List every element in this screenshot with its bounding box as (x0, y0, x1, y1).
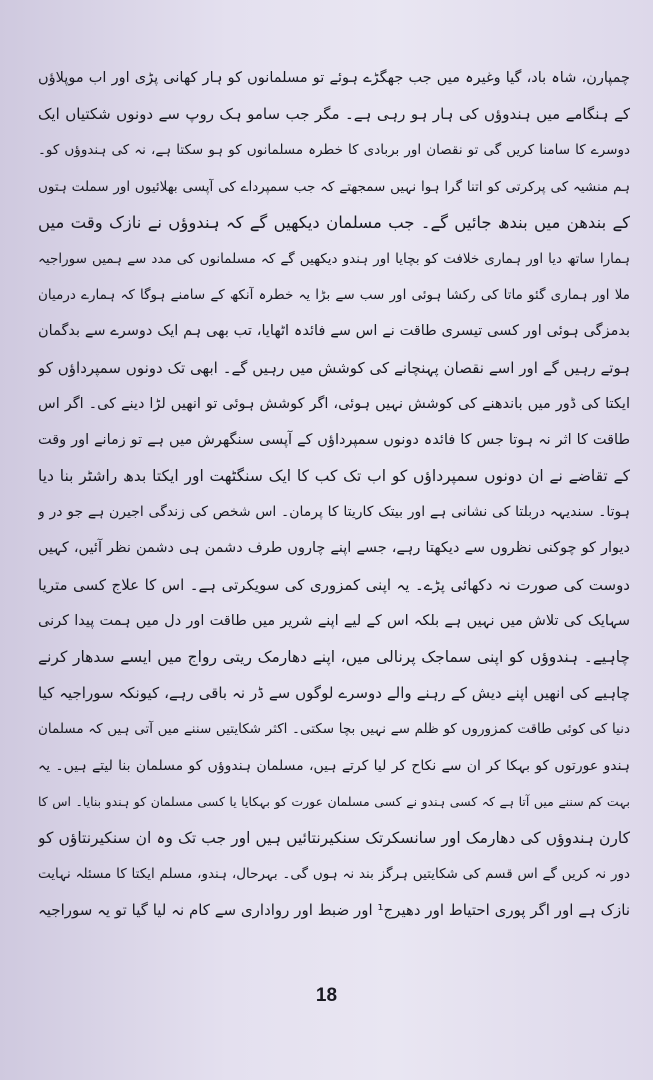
text-line: نازک ہے اور اگر پوری احتیاط اور دھیرج¹ اور ضبط اور رواداری سے کام نہ لیا گیا تو یہ سوراجیہ (38, 901, 630, 920)
text-line: بدمزگی ہوئی اور کسی تیسری طاقت نے اس سے فائدہ اٹھایا، تب بھی ہم ایک دوسرے سے بدگمان (38, 323, 630, 340)
text-line: دوسرے کا سامنا کریں گی تو نقصان اور بربادی کا خطرہ مسلمانوں کو ہو سکتا ہے، نہ کی ہندوؤں کو۔ (38, 142, 630, 159)
text-line: دیوار کو چوکنی نظروں سے دیکھتا رہے، جسے اپنے چاروں طرف دشمن ہی دشمن نظر آئیں، کہیں (38, 540, 630, 557)
text-line: دوست کی صورت نہ دکھائی پڑے۔ یہ اپنی کمزوری کی سویکرتی ہے۔ اس کا علاج کسی متریا (38, 575, 630, 594)
text-line: ہوتا۔ سندیہہ دربلتا کی نشانی ہے اور بیتک کاریتا کا پرمان۔ اس شخص کی زندگی اجیرن ہے جو در و (38, 504, 630, 521)
page-number: 18 (315, 985, 338, 1006)
text-line: کارن ہندوؤں کی دھارمک اور سانسکرتک سنکیرنتائیں ہیں اور جب تک وہ ان سنکیرنتاؤں کو (38, 828, 630, 847)
text-line: ایکتا کی ڈور میں باندھنے کی کوشش نہیں ہوئی، اگر کوشش ہوئی تو انھیں لڑا دینے کی۔ اگر اس (38, 395, 630, 412)
body-text (38, 60, 630, 929)
text-line: ہوتے رہیں گے اور اسے نقصان پہنچانے کی کوشش میں رہیں گے۔ ابھی تک دونوں سمپرداؤں کو (38, 358, 630, 377)
text-line: چمپارن، شاہ باد، گیا وغیرہ میں جب جھگڑے ہوئے تو مسلمانوں کو ہار کھانی پڑی اور اب موپلاؤں (38, 70, 630, 86)
text-line: کے تقاضے نے ان دونوں سمپرداؤں کو اب تک کب کا ایک سنگٹھت اور ایکتا بدھ راشٹر بنا دیا (38, 467, 630, 486)
text-line: کے ہنگامے میں ہندوؤں کی ہار ہو رہی ہے۔ مگر جب سامو ہک روپ سے دونوں شکتیاں ایک (38, 105, 630, 124)
text-line: ملا اور ہماری گئو ماتا کی رکشا ہوئی اور سب سے بڑا یہ خطرہ آنکھ کے سامنے ہوگا کہ ہمارے درمیان (38, 287, 630, 304)
text-line: ہندو عورتوں کو بہکا کر ان سے نکاح کر لیا کرتے ہیں، مسلمان ہندوؤں کو مسلمان بنا لیتے ہیں۔ یہ (38, 757, 630, 774)
text-line: کے بندھن میں بندھ جائیں گے۔ جب مسلمان دیکھیں گے کہ ہندوؤں نے نازک وقت میں (38, 212, 630, 232)
text-line: طاقت کا اثر نہ ہوتا جس کا فائدہ دونوں سمپرداؤں کے آپسی سنگھرش میں ہے تو زمانے اور وقت (38, 431, 630, 448)
text-line: دنیا کی کوئی طاقت کمزوروں کو ظلم سے نہیں بچا سکتی۔ اکثر شکایتیں سننے میں آتی ہیں کہ مسلمان (38, 721, 630, 738)
text-line: ہمارا ساتھ دیا اور ہماری خلافت کو بچایا اور ہندو دیکھیں گے کہ مسلمانوں کی مدد سے ہمیں سوراجیہ (38, 250, 630, 267)
text-line: چاہیے۔ ہندوؤں کو اپنی سماجک پرنالی میں، اپنے دھارمک ریتی رواج میں ایسے سدھار کرنے (38, 648, 630, 666)
text-line: دور نہ کریں گے اس قسم کی شکایتیں ہرگز بند نہ ہوں گی۔ بہرحال، ہندو، مسلم ایکتا کا مسئلہ نہایت (38, 866, 630, 883)
text-line: ہم منشیہ کی پرکرتی کو اتنا گرا ہوا نہیں سمجھتے کہ جب سمپرداے کی آپسی بھلائیوں اور سملت ہتوں (38, 178, 630, 195)
text-line: بہت کم سننے میں آتا ہے کہ کسی ہندو نے کسی مسلمان عورت کو بہکایا یا کسی مسلمان کو ہندو بنایا۔ اس کا (38, 793, 630, 809)
text-line: سہایک کی تلاش میں نہیں ہے بلکہ اس کے لیے اپنے شریر میں طاقت اور دل میں ہمت پیدا کرنی (38, 612, 630, 629)
text-line: چاہیے کی انھیں اپنے دیش کے رہنے والے دوسرے لوگوں سے ڈر نہ باقی رہے، کیونکہ سوراجیہ کیا (38, 684, 630, 703)
